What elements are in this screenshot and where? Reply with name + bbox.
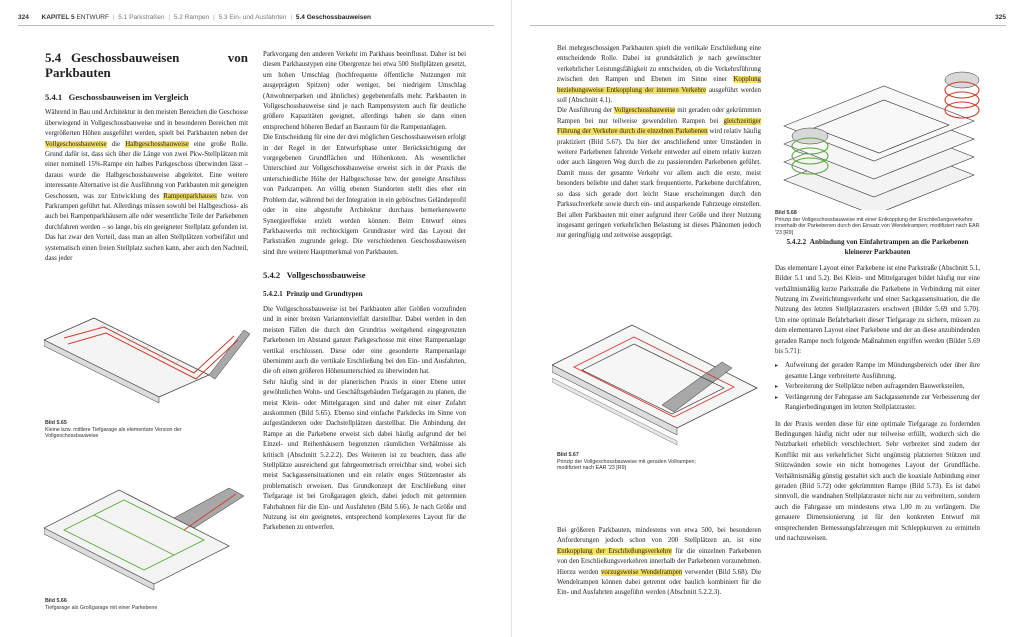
page-number: 325 xyxy=(995,14,1006,21)
paragraph: Die Ausführung der Vollgeschossbauweise mit geraden oder gekrümmten Rampen bei nur teilweise gewendelten Rampen bei gleichzeitiger Führung der Verkehre durch die einzelnen Parkebenen wird relativ häufig praktiziert (Bild 5.67). Da hier der anschließend unter Umständen in weitere Parkebenen fahrende Verkehr entweder auf einem relativ kurzen oder auch längeren Weg durch die zu passierenden Parkebenen geführt. Damit muss der gesamte Verkehr vor allem auch die erste, meist besonders beliebte und daher stark frequentierte, Parkebene durchfahren, so dass sich gerade dort leicht Staue erscheinungen durch den Parksuchverkehr sowie durch ein- und ausparkende Fahrzeuge einstellen. Bei allen Parkbauten mit einer aufgrund ihrer Größe und ihrer Nutzung insgesamt geringen verkehrlichen Belastung ist dieses Phänomen jedoch nur geringfügig und zeitweise ausgeprägt. xyxy=(557,107,761,240)
breadcrumb-5-4: 5.4 Geschossbauweisen xyxy=(295,14,372,21)
figure-label: Bild 5.66 xyxy=(45,598,67,604)
section-number: 5.4 xyxy=(45,50,62,65)
paragraph: Die Entscheidung für eine der drei möglichen Geschossbauweisen erfolgt in der Regel in der Entwurfsphase unter Berücksichtigung der vorgegebenen Grundflächen und Höhenkoten. Als wesentlicher Unterschied zur Vollgeschossbauweise erweist sich in der Praxis die unterschiedliche Höhe der Halbgeschosse bzw. der geneigte Anschluss von Parkrampen. An völlig ebenen Standorten stellt dies eher ein Problem dar, während bei der Integration in ein geböschtes Geländeprofil oder in eine abgestufte Architektur durchaus bemerkenswerte Synergieeffekte erzielt werden können. Beim Entwurf eines Parkbauwerks mit rechteckigem Grundraster wird das Layout der Parkstraßen zugrunde gelegt. Die verschiedenen Geschossbauweisen sind ihre weitere Hauptmerkmal von Parkbauten. xyxy=(263,134,466,256)
subsubsection-heading: 5.4.2.1 Prinzip und Grundtypen xyxy=(263,289,363,298)
header-rule xyxy=(530,25,1006,26)
figure-5-68-diagram xyxy=(774,40,986,210)
list-item: ▸ Verbreiterung der Stellplätze neben aufragenden Bauwerksteilen, xyxy=(775,382,980,392)
figure-label: Bild 5.67 xyxy=(557,452,579,458)
bullet-list xyxy=(775,361,980,413)
page-number: 324 xyxy=(18,14,29,21)
highlight: Entkopplung der Erschließungsverkehre xyxy=(557,547,672,555)
ramp xyxy=(174,488,244,528)
paragraph: Das elementare Layout einer Parkebene ist eine Parkstraße (Abschnitt 5.1, Bilder 5.1 und 5.2). Bei Klein- und Mittelgaragen bildet häufig nur eine verhältnismäßig kurze Parkstraße die Parkebene in Verbindung mit einer Nutzung im Zweirichtungsverkehr und einer Sackgassensituation, die die Nutzung des letzten Stellplatzrasters erschwert (Bilder 5.69 und 5.70). Um eine optimale Befahrbarkeit dieser Tiefgarage zu sichern, müssen zu dem elementaren Layout einer Parkebene und der an diese anzubindenden geraden Rampe noch folgende Maßnahmen ergriffen werden (Bilder 5.69 bis 5.71): xyxy=(775,264,980,356)
highlight: Halbgeschossbauweise xyxy=(125,140,189,148)
highlight: Kopplung beziehungsweise Entkopplung der internen Verkehre xyxy=(557,76,761,94)
subsection-number: 5.4.1 xyxy=(45,92,63,102)
figure-label: Bild 5.65 xyxy=(45,420,67,426)
figure-5-66-caption: Bild 5.66 Tiefgarage als Großgarage mit einer Parkebene xyxy=(45,598,225,611)
breadcrumb-5-1: 5.1 Parkstraßen xyxy=(118,14,165,21)
highlight: Vollgeschossbauweise xyxy=(45,140,107,148)
subsection-heading: 5.4.2 Vollgeschossbauweise xyxy=(263,270,366,281)
list-item: ▸ Verlängerung der Fahrgasse am Sackgassenende zur Verbesserung der Rangierbedingungen im letzten Stellplatzraster. xyxy=(775,393,980,414)
column-2 xyxy=(263,50,466,534)
chapter-label: KAPITEL 5 xyxy=(41,14,75,21)
running-header-right xyxy=(995,14,1006,21)
figure-5-65-caption: Bild 5.65 Kleine bzw. mittlere Tiefgarage als elementare Version der Vollgeschossbauweise xyxy=(45,420,205,440)
highlight: Rampenparkhauses xyxy=(163,192,217,200)
running-header-left: 324 KAPITEL 5 ENTWURF | 5.1 Parkstraßen | 5.2 Rampen | 5.3 Ein- und Ausfahrten | 5.4 Geschossbauweisen xyxy=(18,14,372,21)
column-1 xyxy=(45,50,248,265)
chapter-title: ENTWURF xyxy=(76,14,109,21)
paragraph: Die Vollgeschossbauweise ist bei Parkbauten aller Größen vorzufinden und in einer breiten Variantenvielfalt darstellbar. Dabei werden in den meisten Fällen die durch den Grundriss weitgehend eingegrenzten Parkebenen im Abstand ganzer Parkgeschosse mit einer Rampenanlage vertikal erschlossen. Diese oder eine gesonderte Rampenanlage übernimmt auch die vertikale Erschließung bei den Ein- und Ausfahrten, die oft einen größeren Höhenunterschied zu überwinden hat. xyxy=(263,305,466,376)
figure-5-67-diagram xyxy=(552,310,764,450)
paragraph: Parkvorgang den anderen Verkehr im Parkhaus beeinflusst. Daher ist bei diesen Parkhaustypen eine Obergrenze bei etwa 500 Stellplätzen gesetzt, um hohen Umschlag (hochfrequente öffentliche Nutzungen mit ausgeprägten Spitzen) oder weniger, bei niedrigem Umschlag (Anwohnerparken und ähnliches) gegebenenfalls mehr. Parkbauten in Vollgeschossbauweise sind je nach Rampensystem auch für deutliche größere Kapazitäten geeignet, allerdings haben sie dann einen entsprechend höheren Bedarf an Bauraum für die Rampenanlagen. xyxy=(263,51,466,131)
figure-5-65-diagram xyxy=(44,300,250,418)
helical-ramp-right xyxy=(945,72,979,118)
subsection-title: Geschossbauweisen im Vergleich xyxy=(68,92,189,102)
paragraph: Bei mehrgeschossigen Parkbauten spielt die vertikale Erschließung eine entscheidende Rolle. Dabei ist grundsätzlich je nach gewünschter verkehrlicher Leistungsfähigkeit zu entscheiden, ob die Verkehrsführung zwischen den Rampen und Ebenen im Sinne einer Kopplung beziehungsweise Entkopplung der internen Verkehre ausgeführt werden soll (Abschnitt 4.1). xyxy=(557,45,762,105)
section-title: Geschossbauweisen von Parkbauten xyxy=(45,50,248,80)
paragraph: Bei größeren Parkbauten, mindestens von etwa 500, bei besonderen Anforderungen jedoch schon von 200 Stellplätzen an, ist eine Entkopplung der Erschließungsverkehre für die einzelnen Parkebenen von den Erschließungsverkehren innerhalb der Parkebenen vorzunehmen. Hierzu werden vorzugsweise Wendelrampen verwendet (Bild 5.68). Die Wendelrampen können dabei getrennt oder baulich kombiniert für die Ein- und Ausfahrten ausgeführt werden (Abschnitt 5.2.2.3). xyxy=(557,527,762,597)
paragraph: In der Praxis werden diese für eine optimale Tiefgarage zu fordernden Bedingungen häufig nicht oder nur teilweise erfüllt, wodurch sich die Nutzbarkeit erheblich verschlechtert. Sehr verbreitet sind zudem der Konflikt mit aus verkehrlicher Sicht ungünstig platzierten Stützen und Stützwänden sowie ein nicht homogenes Layout der Grundfläche. Verhältnismäßig günstig gestaltet sich auch die koaxiale Anbindung einer geraden (Bild 5.72) oder gekrümmten Rampe (Bild 5.73). Es ist dabei sinnvoll, die wandnahen Stellplatzraster nicht nur zu verbreitern, sondern auch die Fahrgasse um mindestens etwa 1,00 m zu verlängern. Die genauere Dimensionierung ist für den konkreten Entwurf mit entsprechenden Bemessungsfahrzeugen mit Schleppkurven zu ermitteln und nachzuweisen. xyxy=(775,420,980,542)
breadcrumb-5-2: 5.2 Rampen xyxy=(173,14,210,21)
figure-5-66-diagram xyxy=(44,468,250,596)
section-heading xyxy=(45,50,248,80)
paragraph: Während in Bau und Architektur in den meisten Bereichen die Geschosse überwiegend in Vollgeschossbauweise und in besonderen Bereichen mit vergrößerten Höhen ausgeführt werden, spielt bei Parkbauten neben der Vollgeschossbauweise die Halbgeschossbauweise eine große Rolle. Grund dafür ist, dass sich über die Länge von zwei Pkw-Stellplätzen mit einer nominell 15%-Rampe ein halbes Parkgeschoss überwinden lässt – daraus wurde die Halbgeschossbauweise abgeleitet. Eine weitere interessante Alternative ist die Ausführung von Parkbauten mit geneigten Geschossen, was zur Entwicklung des Rampenparkhauses bzw. von Parkrampen geführt hat. Allerdings müssen sowohl bei Halbgeschoss- als auch bei Rampenparkhäusern alle oder wesentliche Teile der Parkebenen durchfahren werden – so lange, bis ein geeigneter Stellplatz gefunden ist. Das hat zwar den Vorteil, dass man an allen Stellplätzen vorbeifährt und systematisch einen freien Stellplatz suchen kann, aber auch den Nachteil, dass jeder xyxy=(45,109,248,263)
breadcrumb-5-3: 5.3 Ein- und Ausfahrten xyxy=(218,14,287,21)
column-3-lower xyxy=(557,526,761,599)
highlight: gleichzeitiger Führung der Verkehre durch die einzelnen Parkebenen xyxy=(557,117,761,136)
subsection-heading xyxy=(45,92,248,102)
subsubsection-heading: 5.4.2.2 Anbindung von Einfahrtrampen an die Parkebenen kleinerer Parkbauten xyxy=(786,238,969,257)
parking-slab xyxy=(552,325,757,428)
figure-label: Bild 5.68 xyxy=(775,210,797,216)
figure-5-68-caption: Bild 5.68 Prinzip der Vollgeschossbauweise mit einer Entkopplung der Erschließungsverkehre innerhalb der Parkebenen durch den Einsatz von Wendelrampen; modifiziert nach EAR '23 [R9] xyxy=(775,210,980,236)
paragraph: Sehr häufig sind in der planerischen Praxis in einer Ebene unter gewöhnlichen Wohn- und Geschäftsgebäuden Tiefgaragen zu planen, die meist Klein- oder Mittelgaragen sind und daher mit einer Zufahrt auskommen (Bild 5.65). Ebenso sind einfache Parkdecks im Sinne von aufgeständerten oder Dachstellplätzen darstellbar. Die Anbindung der Rampe an die Parkebene erweist sich dabei häufig aufgrund der bei Einzel- und Reihenhäusern begrenzten räumlichen Verhältnisse als kritisch (Abschnitt 5.2.2.2). Des Weiteren ist zu beachten, dass alle Stellplätze ausreichend gut fahrgeometrisch erreichbar sind, wobei sich meist Sackgassensituationen und ein relativ enges Stützenraster als problematisch erweisen. Das Grundkonzept der Erschließung einer Tiefgarage ist bei Großgaragen gleich, dabei jedoch mit getrennten Fahrbahnen für die Ein- und Ausfahrten (Bild 5.66). Je nach Größe und Nutzung ist ein geeignetes, entsprechend komplexeres Layout für die Parkebenen zu entwerfen. xyxy=(263,378,466,532)
column-3 xyxy=(557,44,761,242)
ramp xyxy=(209,330,250,379)
list-item: ▸ Aufweitung der geraden Rampe im Mündungsbereich oder über ihre gesamte Länge verbreiterte Ausführung, xyxy=(775,361,980,382)
highlight: vorzugsweise Wendelrampen xyxy=(600,568,683,576)
highlight: Vollgeschossbauweise xyxy=(613,107,676,115)
column-4 xyxy=(775,237,980,544)
figure-5-67-caption: Bild 5.67 Prinzip der Vollgeschossbauweise mit geraden Vollrampen; modifiziert nach EAR '23 [R9] xyxy=(557,452,717,472)
right-page xyxy=(512,0,1024,637)
header-rule xyxy=(18,25,494,26)
